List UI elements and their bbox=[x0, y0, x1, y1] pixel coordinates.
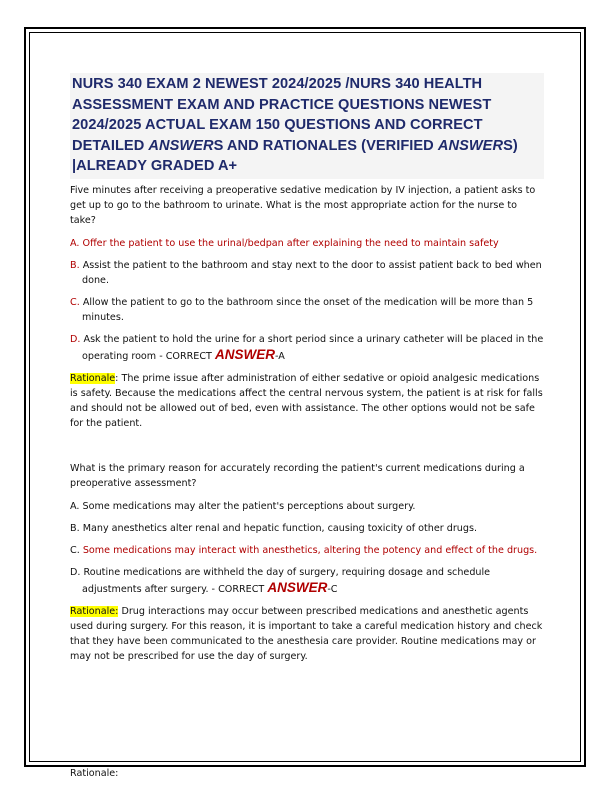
option-letter: A. bbox=[70, 237, 80, 249]
spacer bbox=[70, 431, 544, 461]
title-part-1: NURS 340 EXAM 2 NEWEST 2024/2025 /NURS 340 HEALTH ASSESSMENT EXAM AND PRACTICE QUESTIONS NEWEST 2024/2025 ACTUAL EXAM 150 QUESTIONS AND CORRECT DETAILED bbox=[72, 76, 492, 154]
question-1-stem: Five minutes after receiving a preoperative sedative medication by IV injection, a patient asks to get up to go to the bathroom to urinate. What is the most appropriate action for the nurse to take? bbox=[70, 184, 536, 226]
question-2-rationale bbox=[70, 604, 544, 664]
title-part-2: S AND RATIONALES (VERIFIED bbox=[213, 137, 438, 154]
question-1-rationale bbox=[70, 371, 544, 431]
option-letter: A. bbox=[70, 500, 80, 512]
rationale-label: Rationale: bbox=[70, 605, 119, 617]
option-text: Assist the patient to the bathroom and stay next to the door to assist patient back to bed when done. bbox=[82, 259, 542, 286]
question-2-option-a bbox=[70, 499, 544, 514]
next-page-rationale-label: Rationale: bbox=[70, 768, 119, 779]
question-2-option-c bbox=[70, 543, 544, 558]
title-answer-1: ANSWER bbox=[148, 137, 214, 154]
option-text: Allow the patient to go to the bathroom since the onset of the medication will be more than 5 minutes. bbox=[82, 296, 534, 323]
question-2-stem: What is the primary reason for accurately recording the patient's current medications during a preoperative assessment? bbox=[70, 462, 525, 489]
question-1-option-d bbox=[70, 332, 544, 364]
option-letter: C. bbox=[70, 544, 80, 556]
rationale-text: Drug interactions may occur between prescribed medications and anesthetic agents used during surgery. For this reason, it is important to take a careful medication history and check that they have been communicated to the anesthesia care provider. Routine medications may or may not be prescribed for use the day of surgery. bbox=[70, 605, 543, 662]
option-text: Ask the patient to hold the urine for a short period since a urinary catheter will be placed in the operating room - CORRECT bbox=[82, 333, 544, 362]
option-text: Offer the patient to use the urinal/bedpan after explaining the need to maintain safety bbox=[82, 237, 499, 249]
option-letter: D. bbox=[70, 566, 81, 578]
rationale-text: : The prime issue after administration of either sedative or opioid analgesic medications is safety. Because the medications affect the central nervous system, the patient is at risk for falls and should not be allowed out of bed, even with assistance. The other options would not be safe for the patient. bbox=[70, 372, 543, 429]
title-answer-2: ANSWER bbox=[437, 137, 504, 154]
question-2-option-d bbox=[70, 565, 544, 597]
question-2-option-b bbox=[70, 521, 544, 536]
option-letter: D. bbox=[70, 333, 81, 345]
answer-key: -C bbox=[327, 583, 338, 595]
document-content bbox=[70, 73, 544, 664]
option-letter: C. bbox=[70, 296, 80, 308]
answer-label: ANSWER bbox=[267, 579, 328, 595]
option-text: Some medications may interact with anesthetics, altering the potency and effect of the drugs. bbox=[82, 544, 538, 556]
rationale-label: Rationale bbox=[70, 372, 116, 384]
option-text: Many anesthetics alter renal and hepatic function, causing toxicity of other drugs. bbox=[82, 522, 478, 534]
answer-key: -A bbox=[274, 350, 285, 362]
option-letter: B. bbox=[70, 522, 80, 534]
question-1-option-c bbox=[70, 295, 544, 325]
option-text: Some medications may alter the patient's perceptions about surgery. bbox=[82, 500, 416, 512]
answer-label: ANSWER bbox=[214, 346, 275, 362]
option-text: Routine medications are withheld the day of surgery, requiring dosage and schedule adjustments after surgery. - CORRECT bbox=[82, 566, 491, 595]
option-letter: B. bbox=[70, 259, 80, 271]
question-1-option-b bbox=[70, 258, 544, 288]
title-part-3: S) |ALREADY GRADED A+ bbox=[72, 137, 518, 174]
question-1-option-a bbox=[70, 236, 544, 251]
document-title bbox=[70, 73, 544, 179]
